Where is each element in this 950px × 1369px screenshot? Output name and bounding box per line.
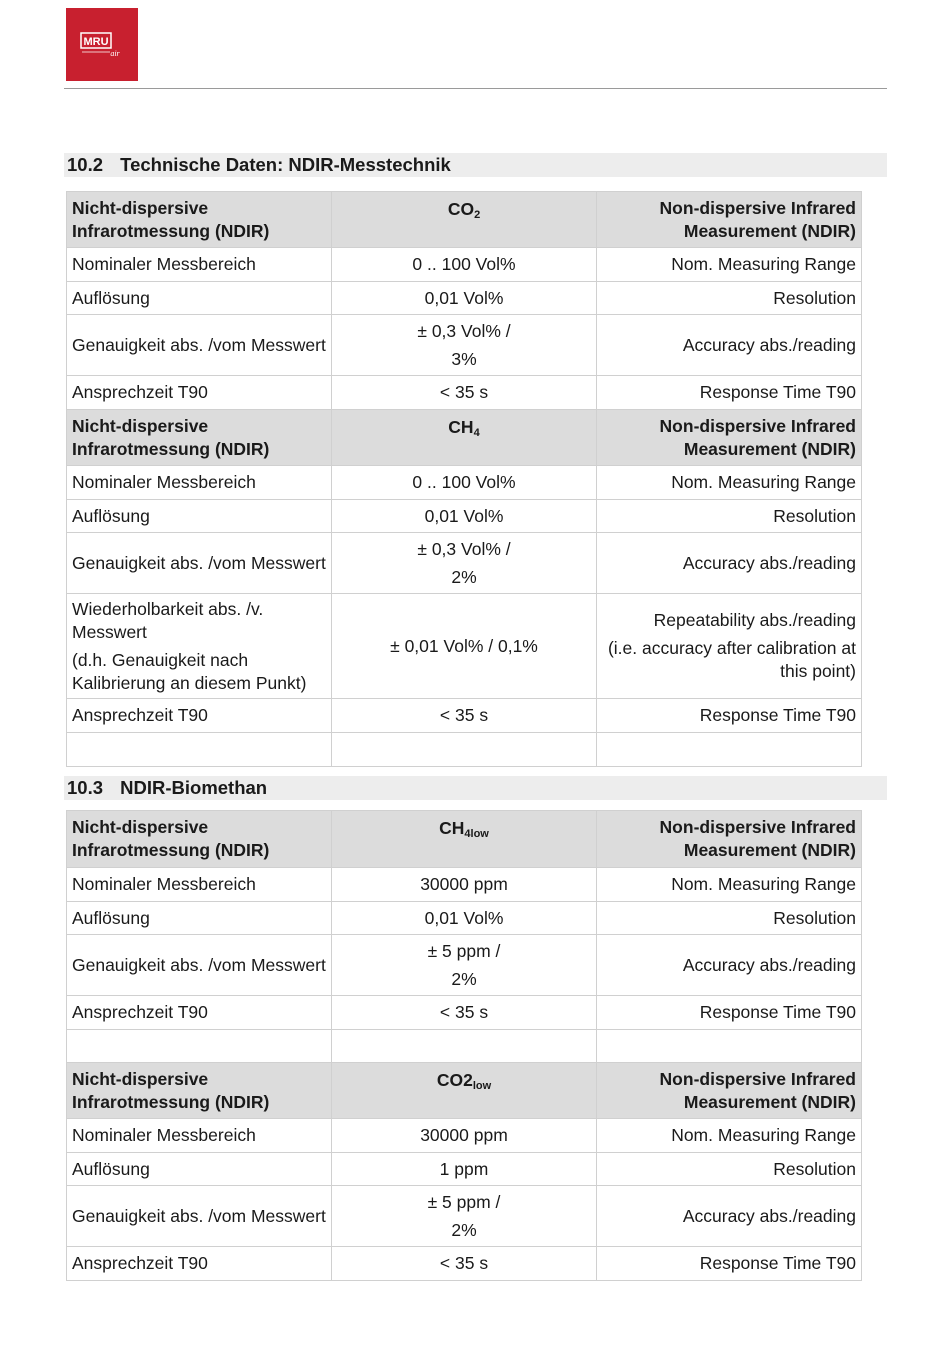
row-value: 0,01 Vol% xyxy=(332,902,597,935)
row-en-label: Accuracy abs./reading xyxy=(597,935,862,996)
row-de-label: Genauigkeit abs. /vom Messwert xyxy=(67,935,332,996)
row-de-label: Ansprechzeit T90 xyxy=(67,376,332,410)
table-header-row xyxy=(67,192,862,248)
row-en-label: Nom. Measuring Range xyxy=(597,248,862,282)
row-de-label: Ansprechzeit T90 xyxy=(67,699,332,733)
row-value: ± 0,3 Vol% / 3% xyxy=(332,315,597,376)
row-value: < 35 s xyxy=(332,376,597,410)
header-en-label: Non-dispersive Infrared Measurement (NDIR) xyxy=(597,811,862,868)
svg-text:air: air xyxy=(110,48,120,58)
row-de-label: Genauigkeit abs. /vom Messwert xyxy=(67,1186,332,1247)
row-en-label: Response Time T90 xyxy=(597,699,862,733)
header-de-label: Nicht-dispersive Infrarotmessung (NDIR) xyxy=(67,1063,332,1119)
table-row xyxy=(67,699,862,733)
table-row xyxy=(67,1119,862,1153)
table-row xyxy=(67,533,862,594)
table-row xyxy=(67,996,862,1030)
table-row xyxy=(67,376,862,410)
row-de-label: Ansprechzeit T90 xyxy=(67,996,332,1030)
row-en-label: Accuracy abs./reading xyxy=(597,533,862,594)
row-de-label: Ansprechzeit T90 xyxy=(67,1247,332,1281)
row-de-label: Wiederholbarkeit abs. /v. Messwert (d.h. Genauigkeit nach Kalibrierung an diesem Punkt) xyxy=(67,594,332,699)
row-de-label: Auflösung xyxy=(67,1153,332,1186)
row-value: 0 .. 100 Vol% xyxy=(332,466,597,500)
table-header-row xyxy=(67,811,862,868)
header-de-label: Nicht-dispersive Infrarotmessung (NDIR) xyxy=(67,811,332,868)
row-de-label: Auflösung xyxy=(67,282,332,315)
biomethan-spec-table xyxy=(66,810,862,1281)
row-de-label: Genauigkeit abs. /vom Messwert xyxy=(67,533,332,594)
row-value: 1 ppm xyxy=(332,1153,597,1186)
table-row xyxy=(67,466,862,500)
header-de-label: Nicht-dispersive Infrarotmessung (NDIR) xyxy=(67,192,332,248)
row-en-label: Nom. Measuring Range xyxy=(597,466,862,500)
svg-text:MRU: MRU xyxy=(83,35,109,48)
table-row xyxy=(67,902,862,935)
empty-row xyxy=(67,733,862,767)
row-value: < 35 s xyxy=(332,1247,597,1281)
table-row xyxy=(67,935,862,996)
header-divider xyxy=(64,88,887,89)
table-header-row xyxy=(67,1063,862,1119)
row-de-label: Nominaler Messbereich xyxy=(67,1119,332,1153)
row-en-label: Resolution xyxy=(597,500,862,533)
gas-label: CH4low xyxy=(332,811,597,868)
row-en-label: Accuracy abs./reading xyxy=(597,315,862,376)
table-row xyxy=(67,1153,862,1186)
header-en-label: Non-dispersive Infrared Measurement (NDIR) xyxy=(597,1063,862,1119)
table-row xyxy=(67,248,862,282)
section-heading-10-3 xyxy=(64,776,887,800)
section-number: 10.2 xyxy=(67,154,104,175)
row-value: 0,01 Vol% xyxy=(332,500,597,533)
empty-cell xyxy=(597,733,862,767)
table-row xyxy=(67,282,862,315)
row-value: < 35 s xyxy=(332,996,597,1030)
row-de-label: Nominaler Messbereich xyxy=(67,466,332,500)
row-de-label: Auflösung xyxy=(67,500,332,533)
table-row xyxy=(67,315,862,376)
row-value: 0,01 Vol% xyxy=(332,282,597,315)
empty-cell xyxy=(332,1030,597,1063)
table-header-row xyxy=(67,410,862,466)
row-value: 30000 ppm xyxy=(332,1119,597,1153)
row-value: ± 0,01 Vol% / 0,1% xyxy=(332,594,597,699)
table-row xyxy=(67,868,862,902)
gas-label: CO2low xyxy=(332,1063,597,1119)
logo-mark-icon xyxy=(80,30,124,60)
ndir-spec-table xyxy=(66,191,862,767)
row-value: 30000 ppm xyxy=(332,868,597,902)
table-row xyxy=(67,1186,862,1247)
table-row xyxy=(67,500,862,533)
row-en-label: Response Time T90 xyxy=(597,996,862,1030)
row-value: ± 0,3 Vol% / 2% xyxy=(332,533,597,594)
row-en-label: Resolution xyxy=(597,1153,862,1186)
row-en-label: Response Time T90 xyxy=(597,376,862,410)
row-value: ± 5 ppm / 2% xyxy=(332,1186,597,1247)
row-value: ± 5 ppm / 2% xyxy=(332,935,597,996)
section-title: NDIR-Biomethan xyxy=(120,777,268,798)
row-en-label: Nom. Measuring Range xyxy=(597,1119,862,1153)
row-en-label: Resolution xyxy=(597,282,862,315)
row-de-label: Nominaler Messbereich xyxy=(67,868,332,902)
empty-cell xyxy=(332,733,597,767)
gas-label: CH4 xyxy=(332,410,597,466)
row-de-label: Nominaler Messbereich xyxy=(67,248,332,282)
company-logo xyxy=(66,8,138,81)
section-heading-10-2 xyxy=(64,153,887,177)
row-de-label: Auflösung xyxy=(67,902,332,935)
table-row xyxy=(67,1247,862,1281)
row-en-label: Nom. Measuring Range xyxy=(597,868,862,902)
empty-cell xyxy=(597,1030,862,1063)
empty-cell xyxy=(67,1030,332,1063)
row-en-label: Resolution xyxy=(597,902,862,935)
section-number: 10.3 xyxy=(67,777,104,798)
header-en-label: Non-dispersive Infrared Measurement (NDIR) xyxy=(597,192,862,248)
gas-label: CO2 xyxy=(332,192,597,248)
header-de-label: Nicht-dispersive Infrarotmessung (NDIR) xyxy=(67,410,332,466)
empty-row xyxy=(67,1030,862,1063)
row-value: 0 .. 100 Vol% xyxy=(332,248,597,282)
table-row xyxy=(67,594,862,699)
empty-cell xyxy=(67,733,332,767)
row-en-label: Response Time T90 xyxy=(597,1247,862,1281)
row-en-label: Accuracy abs./reading xyxy=(597,1186,862,1247)
header-en-label: Non-dispersive Infrared Measurement (NDIR) xyxy=(597,410,862,466)
row-value: < 35 s xyxy=(332,699,597,733)
row-de-label: Genauigkeit abs. /vom Messwert xyxy=(67,315,332,376)
row-en-label: Repeatability abs./reading (i.e. accuracy after calibration at this point) xyxy=(597,594,862,699)
section-title: Technische Daten: NDIR-Messtechnik xyxy=(120,154,451,175)
